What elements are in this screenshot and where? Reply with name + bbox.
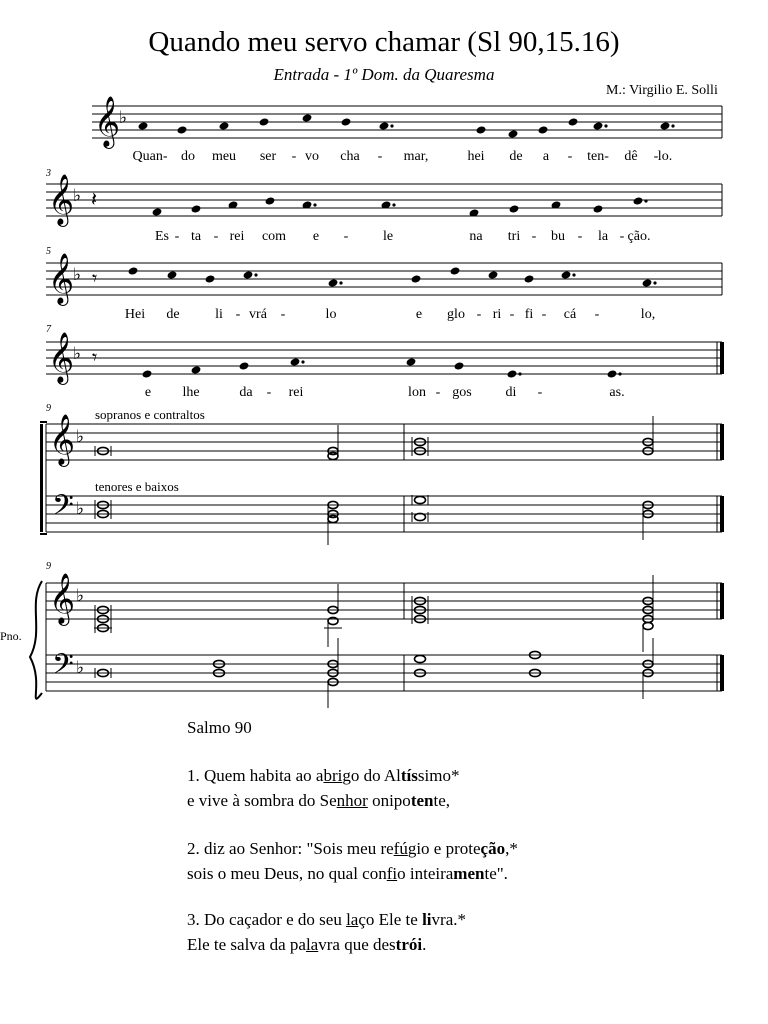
lyric-syllable: vrá (249, 307, 267, 322)
flat-icon: ♭ (73, 344, 82, 364)
flat-icon: ♭ (76, 586, 85, 606)
open-note-head (643, 622, 653, 629)
lyric-syllable: vo (305, 149, 319, 164)
flat-icon: ♭ (119, 108, 128, 128)
note-head (191, 365, 202, 374)
lyric-syllable: fi (524, 307, 534, 322)
note-dot (518, 372, 521, 375)
lyric-hyphen: - (343, 229, 349, 244)
note-head (642, 278, 653, 287)
note-head (290, 357, 301, 366)
flat-icon: ♭ (73, 265, 82, 285)
open-note-head (328, 515, 338, 522)
lyric-syllable: rei (229, 229, 245, 244)
note-dot (653, 281, 656, 284)
note-head (660, 121, 671, 130)
lyric-syllable: as. (609, 385, 625, 400)
lyric-syllable: na (469, 229, 483, 244)
psalm-verse-line: 3. Do caçador e do seu laço Ele te livra.* (187, 910, 466, 929)
open-note-head (328, 452, 338, 459)
note-head (538, 125, 549, 134)
note-head (607, 369, 618, 378)
lyric-hyphen: - (235, 307, 241, 322)
flat-icon: ♭ (76, 499, 85, 519)
note-head (568, 117, 579, 126)
note-dot (390, 124, 393, 127)
composer-credit: M.: Virgilio E. Solli (606, 83, 718, 98)
flat-icon: ♭ (73, 186, 82, 206)
eighth-rest-icon: 𝄾 (92, 266, 98, 290)
note-head (191, 204, 202, 213)
note-head (302, 113, 313, 122)
psalm-verse-line: 1. Quem habita ao abrigo do Altíssimo* (187, 766, 460, 785)
eighth-rest-icon: 𝄾 (92, 345, 98, 369)
lyric-syllable: e (144, 385, 152, 400)
lyric-syllable: dê (624, 149, 638, 164)
note-head (243, 270, 254, 279)
lyric-syllable: tri (507, 229, 521, 244)
flat-icon: ♭ (76, 658, 85, 678)
page-subtitle: Entrada - 1º Dom. da Quaresma (273, 65, 495, 84)
open-note-head (415, 655, 426, 662)
treble-clef-icon: 𝄞 (48, 174, 75, 225)
psalm-heading: Salmo 90 (187, 718, 252, 737)
note-dot (618, 372, 621, 375)
note-head (219, 121, 230, 130)
final-barline (720, 655, 724, 691)
lyric-hyphen: - (567, 149, 573, 164)
lyric-syllable: de (166, 307, 180, 322)
treble-clef-icon: 𝄞 (49, 414, 76, 465)
lyric-syllable: mar, (403, 149, 429, 164)
note-head (239, 361, 250, 370)
note-head (177, 125, 188, 134)
lyric-hyphen: - (619, 229, 625, 244)
note-head (561, 270, 572, 279)
lyric-syllable: e (415, 307, 423, 322)
note-head (509, 204, 520, 213)
note-head (259, 117, 270, 126)
lyric-syllable: cá (563, 307, 577, 322)
lyric-syllable: ta (190, 229, 202, 244)
note-dot (339, 281, 342, 284)
page-title: Quando meu servo chamar (Sl 90,15.16) (148, 26, 620, 58)
note-dot (604, 124, 607, 127)
section-label-tenores: tenores e baixos (95, 479, 179, 494)
note-head (633, 196, 644, 205)
lyric-syllable: lo, (640, 307, 656, 322)
lyric-syllable: lo (325, 307, 337, 322)
lyric-syllable: lo. (657, 149, 673, 164)
lyric-hyphen: - (213, 229, 219, 244)
note-head (524, 274, 535, 283)
lyric-hyphen: - (509, 307, 515, 322)
lyric-hyphen: - (594, 307, 600, 322)
lyric-syllable: Hei (124, 307, 146, 322)
note-dot (392, 203, 395, 206)
note-dot (301, 360, 304, 363)
final-barline (720, 424, 724, 460)
lyric-syllable: cha (340, 149, 360, 164)
measure-number: 9 (46, 561, 51, 572)
lyric-hyphen: - (476, 307, 482, 322)
quarter-rest-icon: 𝄽 (91, 187, 98, 211)
note-head (593, 204, 604, 213)
final-barline (720, 583, 724, 619)
note-dot (644, 199, 647, 202)
psalm-verse-line: 2. diz ao Senhor: "Sois meu refúgio e proteção,* (187, 839, 518, 858)
final-barline (720, 342, 724, 374)
lyric-syllable: ção. (627, 229, 651, 244)
piano-label: Pno. (0, 629, 22, 643)
lyric-syllable: da (239, 385, 253, 400)
measure-number: 9 (46, 403, 51, 414)
lyric-hyphen: - (541, 307, 547, 322)
note-head (128, 266, 139, 275)
note-head (406, 357, 417, 366)
lyric-syllable: do (181, 149, 195, 164)
lyric-hyphen: - (653, 149, 659, 164)
note-head (454, 361, 465, 370)
treble-clef-icon: 𝄞 (48, 332, 75, 383)
treble-clef-icon: 𝄞 (48, 253, 75, 304)
note-head (265, 196, 276, 205)
final-barline (720, 496, 724, 532)
lyric-syllable: e (312, 229, 320, 244)
lyric-hyphen: - (174, 229, 180, 244)
note-head (593, 121, 604, 130)
measure-number: 7 (46, 324, 51, 335)
lyric-syllable: hei (467, 149, 485, 164)
lyric-hyphen: - (577, 229, 583, 244)
lyric-syllable: ri (492, 307, 502, 322)
lyric-syllable: gos (452, 385, 472, 400)
lyric-syllable: ser (259, 149, 277, 164)
note-head (205, 274, 216, 283)
note-head (508, 129, 519, 138)
lyric-syllable: Es (155, 229, 169, 244)
treble-clef-icon: 𝄞 (49, 573, 76, 624)
note-head (142, 369, 153, 378)
note-dot (254, 273, 257, 276)
lyric-syllable: rei (288, 385, 304, 400)
lyric-syllable: Quan- (132, 149, 168, 164)
section-label-sopranos: sopranos e contraltos (95, 407, 205, 422)
note-head (379, 121, 390, 130)
note-dot (671, 124, 674, 127)
measure-number: 5 (46, 246, 51, 257)
lyric-syllable: li (215, 307, 223, 322)
lyric-hyphen: - (377, 149, 383, 164)
lyric-syllable: a (542, 149, 550, 164)
flat-icon: ♭ (76, 427, 85, 447)
note-head (138, 121, 149, 130)
treble-clef-icon: 𝄞 (94, 96, 121, 147)
piano-brace (30, 581, 42, 699)
note-head (341, 117, 352, 126)
psalm-verse-line: sois o meu Deus, no qual confio inteiramente". (187, 864, 508, 883)
note-head (411, 274, 422, 283)
lyric-syllable: lon (408, 385, 426, 400)
lyric-syllable: de (509, 149, 523, 164)
lyric-hyphen: - (537, 385, 543, 400)
lyric-hyphen: - (266, 385, 272, 400)
bass-clef-icon: 𝄢 (52, 648, 74, 688)
note-head (450, 266, 461, 275)
lyric-syllable: ten- (587, 149, 609, 164)
note-head (328, 278, 339, 287)
note-head (507, 369, 518, 378)
lyric-syllable: bu (551, 229, 565, 244)
lyric-hyphen: - (435, 385, 441, 400)
lyric-hyphen: - (291, 149, 297, 164)
measure-number: 3 (46, 168, 51, 179)
lyric-hyphen: - (280, 307, 286, 322)
open-note-head (415, 496, 426, 503)
lyric-syllable: di (505, 385, 517, 400)
lyric-syllable: la (597, 229, 609, 244)
note-head (167, 270, 178, 279)
lyric-hyphen: - (531, 229, 537, 244)
psalm-verse-line: Ele te salva da palavra que destrói. (187, 935, 427, 954)
lyric-syllable: lhe (182, 385, 200, 400)
note-head (488, 270, 499, 279)
lyric-syllable: glo (447, 307, 465, 322)
lyric-syllable: le (382, 229, 394, 244)
note-dot (313, 203, 316, 206)
open-note-head (328, 617, 338, 624)
lyric-syllable: com (261, 229, 287, 244)
bass-clef-icon: 𝄢 (52, 489, 74, 529)
note-dot (572, 273, 575, 276)
note-head (152, 207, 163, 216)
choir-bracket (40, 424, 43, 532)
psalm-verse-line: e vive à sombra do Senhor onipotente, (187, 791, 451, 810)
note-head (476, 125, 487, 134)
lyric-syllable: meu (211, 149, 237, 164)
